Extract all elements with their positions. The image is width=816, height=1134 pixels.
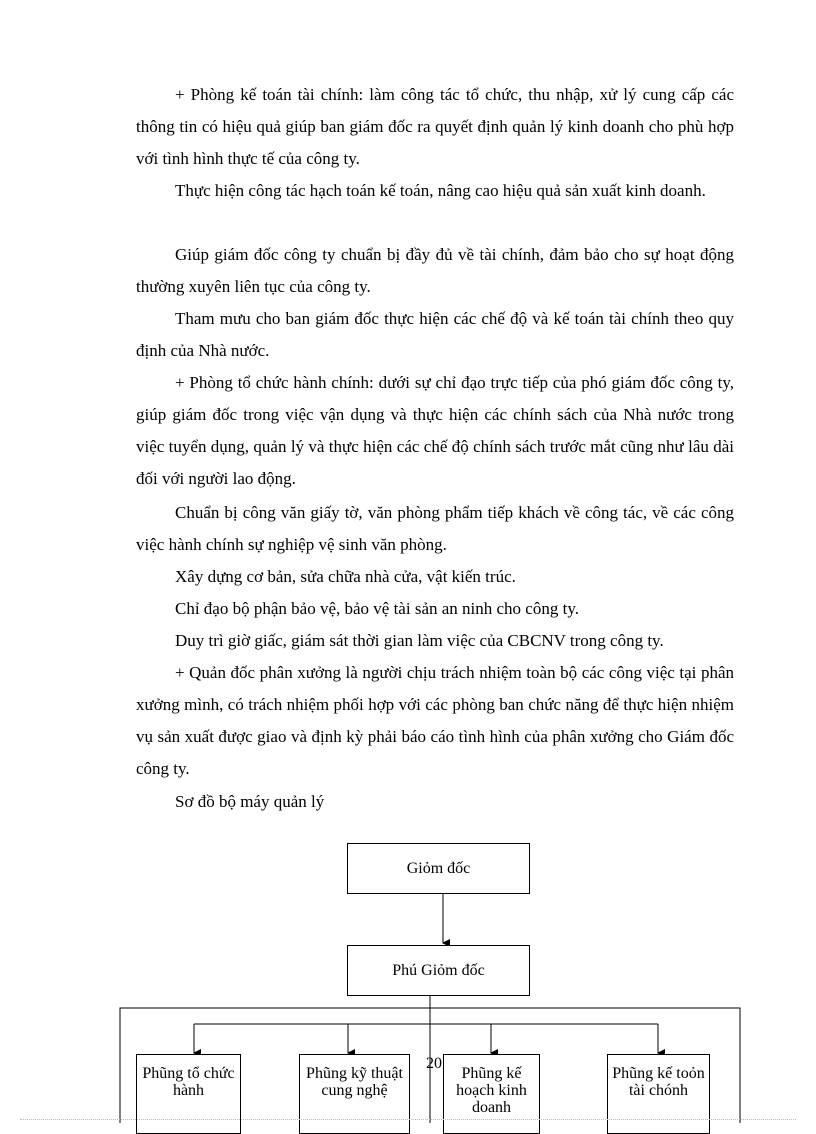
dept-box-planning <box>443 1054 540 1134</box>
deputy-director-label: Phú Giỏm đốc <box>392 962 485 979</box>
paragraph-admin-task-4: Duy trì giờ giấc, giám sát thời gian làm việc của CBCNV trong công ty. <box>175 631 664 650</box>
paragraph-admin-task-1: Chuẩn bị công văn giấy tờ, văn phòng phẩm tiếp khách về công tác, về các công việc hành chính sự nghiệp vệ sinh văn phòng. <box>136 503 734 554</box>
paragraph-accounting-task-2: Giúp giám đốc công ty chuẩn bị đầy đủ về tài chính, đảm bảo cho sự hoạt động thường xuyên liên tục của công ty. <box>136 245 734 296</box>
dept-box-finance <box>607 1054 710 1134</box>
dept-label-finance: Phũng kế toỏn tài chónh <box>612 1065 705 1099</box>
director-label: Giỏm đốc <box>406 860 471 877</box>
paragraph-accounting: + Phòng kế toán tài chính: làm công tác tổ chức, thu nhập, xử lý cung cấp các thông tin có hiệu quả giúp ban giám đốc ra quyết định quản lý kinh doanh cho phù hợp với tình hình thực tế của công ty. <box>136 85 734 168</box>
dept-label-organization: Phũng tổ chức hành <box>142 1065 235 1099</box>
paragraph-admin: + Phòng tổ chức hành chính: dưới sự chỉ đạo trực tiếp của phó giám đốc công ty, giúp giám đốc trong việc vận dụng và thực hiện các chính sách của Nhà nước trong việc tuyển dụng, quản lý và thực hiện các chế độ chính sách trước mắt cũng như lâu dài đối với người lao động. <box>136 373 734 488</box>
page-bottom-border <box>20 1119 796 1120</box>
paragraph-admin-task-3: Chỉ đạo bộ phận bảo vệ, bảo vệ tài sản an ninh cho công ty. <box>175 599 579 618</box>
deputy-director-box <box>347 945 530 996</box>
paragraph-admin-task-2: Xây dựng cơ bản, sửa chữa nhà cửa, vật kiến trúc. <box>175 567 516 586</box>
paragraph-accounting-task-1: Thực hiện công tác hạch toán kế toán, nâng cao hiệu quả sản xuất kinh doanh. <box>175 181 706 200</box>
paragraph-accounting-task-3: Tham mưu cho ban giám đốc thực hiện các chế độ và kế toán tài chính theo quy định của Nhà nước. <box>136 309 734 360</box>
dept-box-technical <box>299 1054 410 1134</box>
paragraph-workshop: + Quản đốc phân xưởng là người chịu trách nhiệm toàn bộ các công việc tại phân xưởng mình, có trách nhiệm phối hợp với các phòng ban chức năng để thực hiện nhiệm vụ sản xuất được giao và định kỳ phải báo cáo tình hình của phân xưởng cho Giám đốc công ty. <box>136 663 734 778</box>
diagram-caption: Sơ đồ bộ máy quản lý <box>175 792 325 811</box>
dept-box-organization <box>136 1054 241 1134</box>
director-box <box>347 843 530 894</box>
page-number: 20 <box>426 1055 442 1072</box>
dept-label-planning: Phũng kế hoạch kinh doanh <box>456 1065 527 1116</box>
dept-label-technical: Phũng kỹ thuật cung nghệ <box>306 1065 403 1099</box>
